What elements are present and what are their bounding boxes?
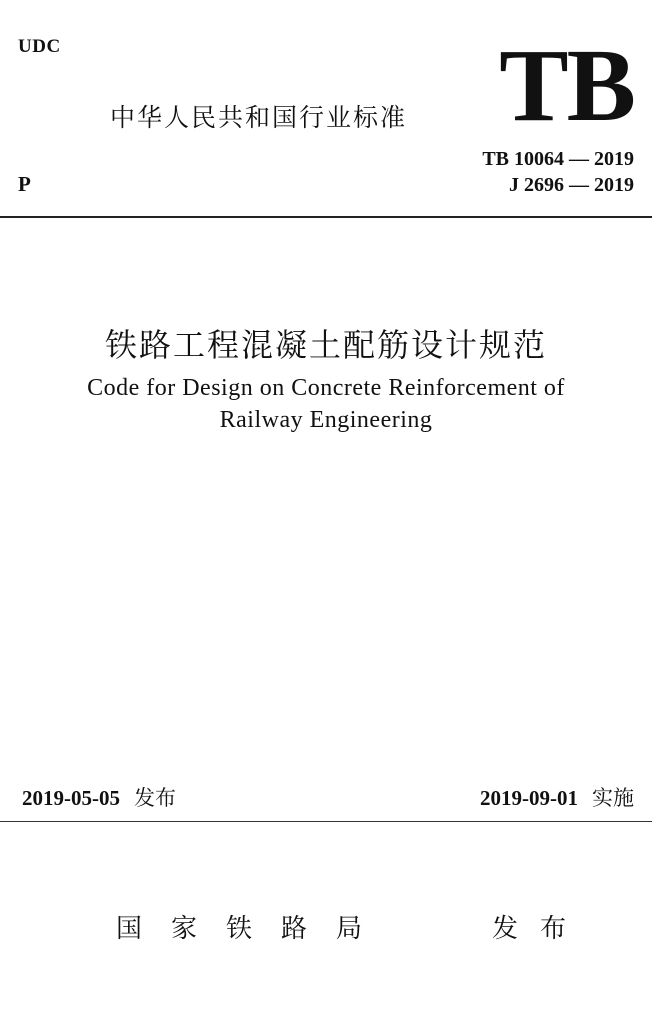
publish-date-row: [22, 782, 176, 812]
effective-date-row: [480, 782, 634, 812]
issuer-name: 国家铁路局: [116, 914, 392, 944]
title-chinese: 铁路工程混凝土配筋设计规范: [104, 326, 547, 364]
standard-numbers: [482, 146, 634, 198]
udc-label: UDC: [18, 36, 61, 57]
header-divider: [0, 216, 652, 218]
publish-date: 2019-05-05: [22, 786, 120, 810]
issue-label: 发布: [492, 914, 589, 944]
tb-logo: TB: [499, 28, 634, 143]
classification-code: P: [18, 172, 31, 196]
publish-label: 发布: [134, 786, 176, 810]
standard-number: TB 10064 — 2019: [482, 148, 634, 170]
title-english-line-1: Code for Design on Concrete Reinforcement of: [87, 375, 565, 401]
standard-type: 中华人民共和国行业标准: [110, 103, 408, 132]
effective-label: 实施: [592, 786, 634, 810]
title-english-line-2: Railway Engineering: [219, 407, 433, 433]
footer-divider: [0, 821, 652, 822]
record-number: J 2696 — 2019: [509, 174, 634, 196]
effective-date: 2019-09-01: [480, 786, 578, 810]
title-english: [0, 372, 652, 436]
